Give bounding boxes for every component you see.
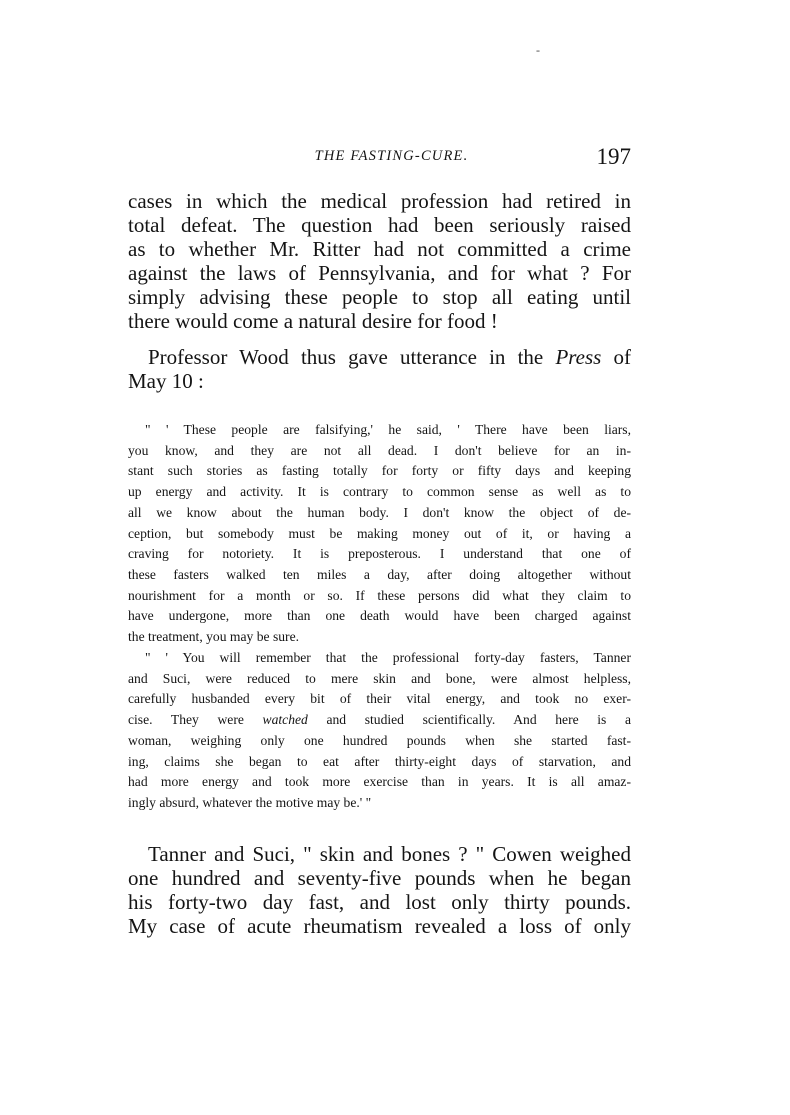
- running-title: THE FASTING-CURE.: [314, 148, 469, 164]
- text-line: as to whether Mr. Ritter had not committed a crime: [128, 237, 631, 262]
- quote-line: the treatment, you may be sure.: [128, 629, 299, 645]
- block-quote-2: [128, 648, 631, 814]
- text-line: My case of acute rheumatism revealed a loss of only: [128, 914, 631, 939]
- quote-line: and Suci, were reduced to mere skin and bone, were almost helpless,: [128, 670, 631, 686]
- quote-line: [128, 710, 631, 731]
- text-span: and studied scientifically. And here is a: [307, 712, 631, 728]
- quote-line: stant such stories as fasting totally for forty or fifty days and keeping: [128, 463, 631, 479]
- page-mark: -: [536, 43, 540, 57]
- quote-line: ing, claims she began to eat after thirty-eight days of starvation, and: [128, 753, 631, 769]
- block-quote-1: [128, 420, 631, 648]
- text-line: May 10 :: [128, 369, 204, 394]
- text-line: one hundred and seventy-five pounds when he began: [128, 866, 631, 891]
- quote-line: " ' You will remember that the professional forty-day fasters, Tanner: [145, 650, 631, 665]
- page-header: [128, 146, 631, 172]
- quote-line: up energy and activity. It is contrary to common sense as well as to: [128, 484, 631, 500]
- quote-line: had more energy and took more exercise than in years. It is all amaz-: [128, 774, 631, 790]
- paragraph-2: [128, 345, 631, 393]
- paragraph-3: [128, 842, 631, 938]
- text-line: against the laws of Pennsylvania, and for what ? For: [128, 261, 631, 286]
- paragraph-1: [128, 189, 631, 334]
- text-line: total defeat. The question had been seriously raised: [128, 213, 631, 238]
- text-span: Professor Wood thus gave utterance in the: [148, 345, 556, 369]
- text-line: Tanner and Suci, " skin and bones ? " Cowen weighed: [148, 842, 631, 866]
- quote-line: have undergone, more than one death would have been charged against: [128, 608, 631, 624]
- quote-line: nourishment for a month or so. If these persons did what they claim to: [128, 587, 631, 603]
- text-line: simply advising these people to stop all eating until: [128, 285, 631, 310]
- quote-line: carefully husbanded every bit of their vital energy, and took no exer-: [128, 691, 631, 707]
- quote-line: you know, and they are not all dead. I don't believe for an in-: [128, 442, 631, 458]
- page-number: 197: [596, 144, 631, 169]
- italic-publication-name: Press: [555, 345, 602, 369]
- quote-line: ception, but somebody must be making money out of it, or having a: [128, 525, 631, 541]
- quote-line: craving for notoriety. It is preposterous. I understand that one of: [128, 546, 631, 562]
- text-line: [128, 345, 631, 369]
- quote-line: woman, weighing only one hundred pounds when she started fast-: [128, 732, 631, 748]
- text-span: of: [601, 345, 632, 369]
- text-line: there would come a natural desire for food !: [128, 309, 498, 334]
- quote-line: ingly absurd, whatever the motive may be.' ": [128, 794, 372, 810]
- quote-line: these fasters walked ten miles a day, after doing altogether without: [128, 566, 631, 582]
- text-line: cases in which the medical profession had retired in: [128, 189, 631, 213]
- text-line: his forty-two day fast, and lost only thirty pounds.: [128, 890, 631, 915]
- italic-word: watched: [262, 712, 308, 728]
- quote-line: " ' These people are falsifying,' he said, ' There have been liars,: [145, 422, 631, 437]
- quote-line: all we know about the human body. I don't know the object of de-: [128, 504, 631, 520]
- text-span: cise. They were: [128, 712, 263, 728]
